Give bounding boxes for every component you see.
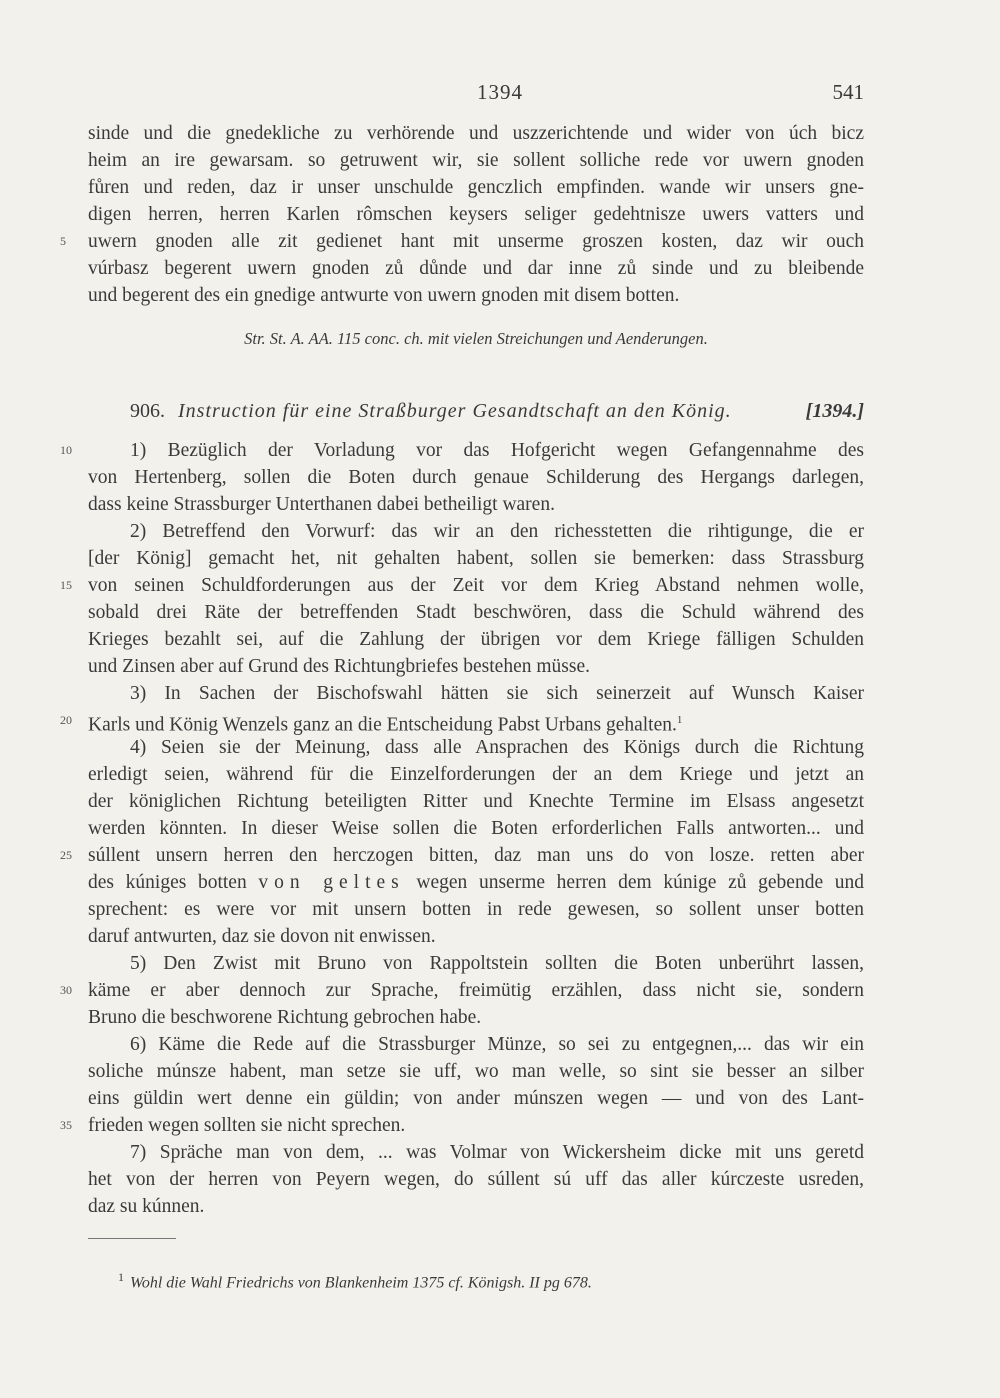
line-text: Karls und König Wenzels ganz an die Entscheidung Pabst Urbans gehalten.: [88, 714, 677, 736]
text-line: sprechent: es were vor mit unsern botten in rede gewesen, so sollent unser botten: [88, 899, 864, 920]
footnote: [118, 1265, 864, 1295]
text-line: eins güldin wert denne ein güldin; von ander múnszen wegen — und von des Lant-: [88, 1088, 864, 1109]
text-line: dass keine Strassburger Unterthanen dabei betheiligt waren.: [88, 494, 555, 515]
text-line: erledigt seien, während für die Einzelforderungen der an dem Kriege und jetzt an: [88, 764, 864, 785]
line-text: wegen unserme herren dem kúnige zů gebende und: [416, 872, 864, 893]
text-line: daruf antwurten, daz sie dovon nit enwissen.: [88, 926, 436, 947]
text-line: uwern gnoden alle zit gedienet hant mit unserme groszen kosten, daz wir ouch: [88, 231, 864, 252]
text-line: und Zinsen aber auf Grund des Richtungbriefes bestehen müsse.: [88, 656, 590, 677]
text-line: 1) Bezüglich der Vorladung vor das Hofgericht wegen Gefangennahme des: [130, 440, 864, 461]
source-citation: Str. St. A. AA. 115 conc. ch. mit vielen Streichungen und Aenderungen.: [244, 329, 708, 348]
document-heading: [130, 397, 864, 425]
text-line: frieden wegen sollten sie nicht sprechen.: [88, 1115, 406, 1136]
page-header-year: 1394: [477, 80, 523, 104]
text-line: Bruno die beschworene Richtung gebrochen habe.: [88, 1007, 482, 1028]
line-number: 10: [60, 443, 72, 457]
text-line: sobald drei Räte der betreffenden Stadt beschwören, dass die Schuld während des: [88, 602, 864, 623]
text-line: fůren und reden, daz ir unser unschulde genczlich empfinden. wande wir unsers gne-: [88, 177, 864, 198]
line-number: 30: [60, 983, 72, 997]
text-line: 7) Spräche man von dem, ... was Volmar von Wickersheim dicke mit uns geretd: [130, 1142, 864, 1163]
line-number: 15: [60, 578, 72, 592]
text-line: súllent unsern herren den herczogen bitten, daz man uns do von losze. retten aber: [88, 845, 864, 866]
text-line: [der König] gemacht het, nit gehalten habent, sollen sie bemerken: dass Strassburg: [88, 548, 864, 569]
text-line: 6) Käme die Rede auf die Strassburger Münze, so sei zu entgegnen,... das wir ein: [130, 1034, 864, 1055]
line-number: 25: [60, 848, 72, 862]
text-line: von seinen Schuldforderungen aus der Zeit vor dem Krieg Abstand nehmen wolle,: [88, 575, 864, 596]
page-number: 541: [832, 80, 864, 104]
text-line: [88, 707, 864, 734]
text-line: daz su kúnnen.: [88, 1196, 205, 1217]
text-line: und begerent des ein gnedige antwurte von uwern gnoden mit disem botten.: [88, 285, 680, 306]
line-text: des kúniges botten: [88, 872, 247, 893]
text-line: 5) Den Zwist mit Bruno von Rappoltstein sollten die Boten unberührt lassen,: [130, 953, 864, 974]
text-line: vúrbasz begerent uwern gnoden zů důnde und dar inne zů sinde und zu bleibende: [88, 258, 864, 279]
document-title: Instruction für eine Straßburger Gesandtschaft an den König.: [178, 400, 732, 422]
text-line: werden könnten. In dieser Weise sollen die Boten erforderlichen Falls antworten... und: [88, 818, 864, 839]
line-number: 35: [60, 1118, 72, 1132]
text-line: sinde und die gnedekliche zu verhörende und uszzerichtende und wider von úch bicz: [88, 123, 864, 144]
footnote-mark: 1: [118, 1270, 124, 1284]
line-number: 5: [60, 234, 66, 248]
text-line: heim an ire gewarsam. so getruwent wir, sie sollent solliche rede vor uwern gnoden: [88, 150, 864, 171]
text-line: [88, 869, 864, 896]
line-number: 20: [60, 713, 72, 727]
text-line: 3) In Sachen der Bischofswahl hätten sie sich seinerzeit auf Wunsch Kaiser: [130, 683, 864, 704]
footnote-reference: 1: [676, 714, 683, 726]
document-date: [1394.]: [805, 400, 864, 422]
text-line: 4) Seien sie der Meinung, dass alle Ansprachen des Königs durch die Richtung: [130, 737, 864, 758]
footnote-text: Wohl die Wahl Friedrichs von Blankenheim 1375 cf. Königsh. II pg 678.: [130, 1274, 592, 1292]
footnote-divider: [88, 1238, 176, 1239]
spaced-emphasis: von geltes: [258, 872, 405, 893]
text-line: der königlichen Richtung beteiligten Ritter und Knechte Termine im Elsass angesetzt: [88, 791, 864, 812]
document-number: 906.: [130, 400, 165, 422]
text-line: digen herren, herren Karlen rômschen keysers seliger gedehtnisze uwers vatters und: [88, 204, 864, 225]
text-line: soliche múnsze habent, man setze sie uff, wo man welle, so sint sie besser an silber: [88, 1061, 864, 1082]
text-line: Krieges bezahlt sei, auf die Zahlung der übrigen vor dem Kriege fälligen Schulden: [88, 629, 864, 650]
text-line: het von der herren von Peyern wegen, do súllent sú uff das aller kúrczeste usreden,: [88, 1169, 864, 1190]
text-line: käme er aber dennoch zur Sprache, freimütig erzählen, dass nicht sie, sondern: [88, 980, 864, 1001]
text-line: von Hertenberg, sollen die Boten durch genaue Schilderung des Hergangs darlegen,: [88, 467, 864, 488]
text-line: 2) Betreffend den Vorwurf: das wir an den richesstetten die rihtigunge, die er: [130, 521, 864, 542]
